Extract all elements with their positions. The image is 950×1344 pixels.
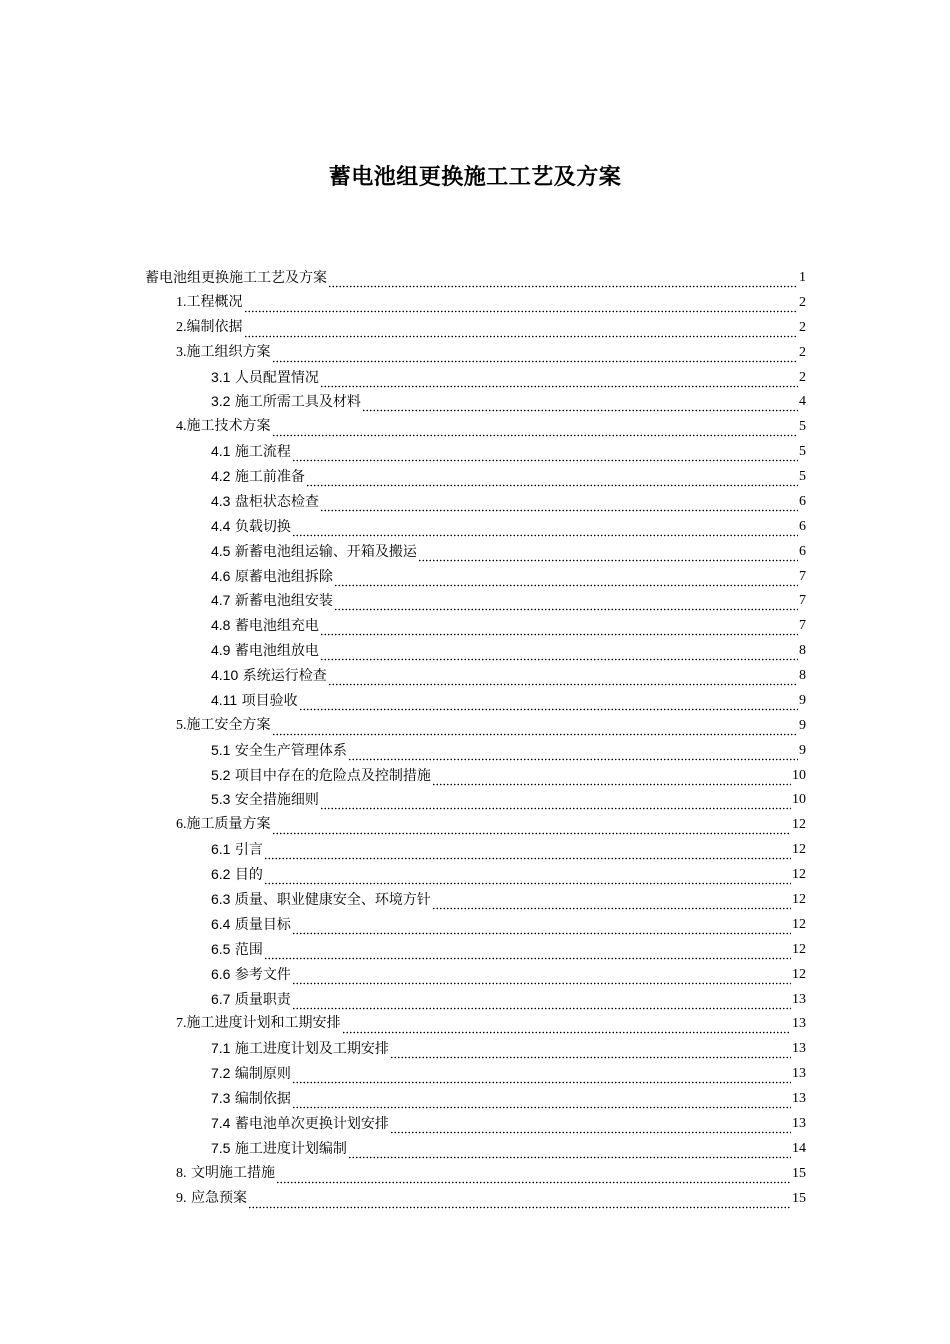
toc-dot-leader	[320, 496, 798, 512]
toc-page-number: 7	[799, 593, 806, 608]
toc-dot-leader	[248, 1193, 791, 1209]
toc-entry-text: 人员配置情况	[230, 370, 319, 386]
toc-entry-label	[211, 1088, 291, 1109]
toc-entry-number: 6.6	[211, 966, 231, 982]
toc-entry-label	[211, 516, 291, 537]
toc-entry-label	[145, 268, 327, 288]
toc-page-number: 4	[799, 394, 806, 409]
toc-entry-label	[211, 615, 319, 636]
toc-entry-label	[176, 1163, 275, 1184]
toc-entry-text: 原蓄电池组拆除	[230, 569, 333, 585]
toc-page-number: 8	[799, 643, 806, 658]
toc-page-number: 15	[792, 1191, 806, 1206]
toc-entry-label	[211, 864, 263, 885]
toc-entry-label	[176, 292, 243, 313]
toc-page-number: 10	[792, 792, 806, 807]
toc-entry-number: 9.	[176, 1191, 187, 1206]
toc-entry-text: 安全措施细则	[230, 792, 319, 808]
toc-entry-label	[211, 541, 417, 562]
toc-dot-leader	[264, 944, 791, 960]
toc-page-number: 12	[792, 892, 806, 907]
toc-entry[interactable]	[176, 811, 806, 835]
toc-entry-label	[211, 1138, 347, 1159]
toc-entry-number: 7.3	[211, 1090, 231, 1106]
toc-entry-text: 质量目标	[230, 917, 291, 933]
toc-entry-number: 3.1	[211, 369, 231, 385]
toc-entry-text: 目的	[230, 867, 263, 883]
toc-entry-text: 编制依据	[186, 319, 243, 335]
toc-dot-leader	[334, 595, 798, 611]
toc-entry[interactable]	[145, 264, 806, 288]
toc-entry-number: 7.5	[211, 1140, 231, 1156]
toc-entry-text: 施工技术方案	[186, 418, 271, 434]
toc-page-number: 12	[792, 917, 806, 932]
toc-page-number: 6	[799, 519, 806, 534]
toc-entry-number: 4.9	[211, 642, 231, 658]
toc-entry[interactable]	[176, 1185, 806, 1209]
toc-entry-label	[176, 1188, 247, 1209]
toc-entry[interactable]	[211, 986, 806, 1010]
toc-entry-text: 新蓄电池组运输、开箱及搬运	[230, 544, 417, 560]
toc-entry-text: 施工流程	[230, 444, 291, 460]
toc-entry[interactable]	[211, 961, 806, 985]
toc-dot-leader	[292, 969, 791, 985]
toc-entry-number: 4.10	[211, 667, 239, 683]
toc-page-number: 6	[799, 494, 806, 509]
toc-dot-leader	[390, 1118, 791, 1134]
toc-entry-number: 6.5	[211, 941, 231, 957]
toc-entry-text: 蓄电池组放电	[230, 643, 319, 659]
toc-dot-leader	[328, 272, 798, 288]
toc-entry-number: 6.1	[211, 841, 231, 857]
toc-entry[interactable]	[176, 339, 806, 363]
toc-entry[interactable]	[211, 836, 806, 860]
toc-entry[interactable]	[176, 1160, 806, 1184]
toc-entry[interactable]	[211, 786, 806, 810]
toc-entry-number: 4.7	[211, 592, 231, 608]
toc-page-number: 14	[792, 1141, 806, 1156]
toc-page-number: 12	[792, 867, 806, 882]
toc-entry-text: 施工前准备	[230, 469, 305, 485]
toc-entry[interactable]	[211, 364, 806, 388]
toc-entry-label	[211, 765, 431, 786]
toc-entry-label	[211, 789, 319, 810]
toc-dot-leader	[272, 720, 799, 736]
toc-entry-label	[211, 914, 291, 935]
toc-dot-leader	[292, 521, 798, 537]
toc-page-number: 2	[799, 320, 806, 335]
toc-entry[interactable]	[211, 762, 806, 786]
toc-entry[interactable]	[211, 737, 806, 761]
toc-dot-leader	[244, 322, 799, 338]
toc-dot-leader	[432, 770, 791, 786]
toc-entry-number: 6.2	[211, 866, 231, 882]
toc-entry-text: 蓄电池组更换施工工艺及方案	[145, 270, 327, 286]
toc-entry-number: 4.11	[211, 692, 238, 708]
toc-entry[interactable]	[211, 861, 806, 885]
toc-entry-number: 3.2	[211, 393, 231, 409]
toc-entry-number: 5.1	[211, 742, 231, 758]
toc-entry-text: 质量、职业健康安全、环境方针	[230, 892, 431, 908]
toc-page-number: 2	[799, 370, 806, 385]
toc-entry[interactable]	[211, 563, 806, 587]
toc-dot-leader	[272, 421, 799, 437]
toc-dot-leader	[292, 446, 798, 462]
toc-entry[interactable]	[176, 413, 806, 437]
toc-dot-leader	[320, 645, 798, 661]
toc-entry[interactable]	[176, 1010, 806, 1034]
toc-entry-label	[211, 889, 431, 910]
toc-dot-leader	[299, 695, 798, 711]
toc-entry-text: 新蓄电池组安装	[230, 593, 333, 609]
toc-dot-leader	[320, 620, 798, 636]
toc-entry-label	[211, 391, 361, 412]
toc-entry[interactable]	[211, 1085, 806, 1109]
toc-entry-label	[211, 566, 333, 587]
toc-page-number: 12	[792, 967, 806, 982]
toc-entry-label	[211, 1038, 389, 1059]
toc-dot-leader	[320, 372, 798, 388]
toc-entry[interactable]	[211, 1060, 806, 1084]
toc-page-number: 7	[799, 618, 806, 633]
toc-entry-text: 范围	[230, 942, 263, 958]
toc-entry-number: 4.2	[211, 468, 231, 484]
toc-dot-leader	[264, 844, 791, 860]
toc-page-number: 13	[792, 992, 806, 1007]
toc-entry[interactable]	[211, 687, 806, 711]
toc-entry-text: 项目中存在的危险点及控制措施	[230, 768, 431, 784]
toc-entry-label	[211, 1063, 291, 1084]
toc-entry-text: 引言	[230, 842, 263, 858]
toc-entry[interactable]	[211, 662, 806, 686]
toc-entry-label	[211, 839, 263, 860]
toc-entry-text: 编制依据	[230, 1091, 291, 1107]
toc-dot-leader	[390, 1043, 791, 1059]
toc-entry-label	[211, 665, 327, 686]
toc-entry[interactable]	[211, 388, 806, 412]
toc-entry-text: 施工所需工具及材料	[230, 394, 361, 410]
toc-dot-leader	[362, 396, 798, 412]
toc-entry-text: 施工进度计划编制	[230, 1141, 347, 1157]
toc-entry-label	[211, 964, 291, 985]
toc-entry[interactable]	[211, 612, 806, 636]
toc-entry-number: 6.4	[211, 916, 231, 932]
toc-entry-number: 4.	[176, 419, 187, 434]
toc-page-number: 5	[799, 469, 806, 484]
toc-entry-label	[211, 690, 298, 711]
toc-page-number: 5	[799, 444, 806, 459]
toc-page-number: 5	[799, 419, 806, 434]
toc-entry-text: 安全生产管理体系	[230, 743, 347, 759]
toc-dot-leader	[418, 546, 798, 562]
toc-dot-leader	[348, 1143, 791, 1159]
toc-page-number: 13	[792, 1066, 806, 1081]
toc-page-number: 8	[799, 668, 806, 683]
toc-dot-leader	[292, 919, 791, 935]
toc-page-number: 13	[792, 1116, 806, 1131]
toc-entry-text: 蓄电池组充电	[230, 618, 319, 634]
toc-dot-leader	[272, 819, 792, 835]
toc-entry[interactable]	[176, 289, 806, 313]
toc-entry-text: 编制原则	[230, 1066, 291, 1082]
toc-page-number: 13	[792, 1091, 806, 1106]
toc-page-number: 2	[799, 345, 806, 360]
toc-entry-label	[211, 640, 319, 661]
toc-page-number: 1	[799, 270, 806, 285]
toc-entry-number: 7.4	[211, 1115, 231, 1131]
toc-entry-label	[211, 590, 333, 611]
toc-entry-label	[211, 939, 263, 960]
toc-page-number: 9	[799, 693, 806, 708]
toc-entry-label	[211, 466, 305, 487]
toc-entry-text: 质量职责	[230, 992, 291, 1008]
toc-dot-leader	[272, 347, 799, 363]
toc-entry[interactable]	[211, 1135, 806, 1159]
toc-entry-text: 施工进度计划和工期安排	[186, 1015, 341, 1031]
toc-entry[interactable]	[211, 886, 806, 910]
toc-entry[interactable]	[176, 314, 806, 338]
toc-page-number: 10	[792, 768, 806, 783]
toc-entry-text: 施工质量方案	[186, 816, 271, 832]
toc-entry-text: 施工进度计划及工期安排	[230, 1041, 389, 1057]
toc-page-number: 12	[792, 842, 806, 857]
toc-page-number: 2	[799, 295, 806, 310]
toc-dot-leader	[334, 571, 798, 587]
toc-entry-label	[176, 416, 271, 437]
toc-page-number: 6	[799, 544, 806, 559]
toc-page-number: 12	[792, 817, 806, 832]
toc-entry-label	[211, 441, 291, 462]
toc-entry[interactable]	[211, 438, 806, 462]
toc-entry[interactable]	[211, 488, 806, 512]
toc-entry[interactable]	[211, 1035, 806, 1059]
toc-entry-text: 应急预案	[186, 1190, 247, 1206]
toc-entry-text: 蓄电池单次更换计划安排	[230, 1116, 389, 1132]
toc-entry-number: 5.2	[211, 767, 231, 783]
toc-page-number: 9	[799, 718, 806, 733]
toc-entry[interactable]	[211, 513, 806, 537]
toc-dot-leader	[244, 297, 799, 313]
toc-entry-number: 8.	[176, 1166, 187, 1181]
toc-entry-number: 4.6	[211, 568, 231, 584]
toc-entry-label	[176, 715, 271, 736]
toc-entry-number: 7.	[176, 1016, 187, 1031]
toc-page-number: 7	[799, 569, 806, 584]
toc-dot-leader	[348, 745, 798, 761]
toc-entry-number: 5.3	[211, 791, 231, 807]
document-title: 蓄电池组更换施工工艺及方案	[328, 165, 622, 190]
toc-entry-number: 4.8	[211, 617, 231, 633]
toc-entry-label	[176, 1013, 341, 1034]
toc-dot-leader	[342, 1018, 792, 1034]
toc-entry[interactable]	[211, 1110, 806, 1134]
toc-entry[interactable]	[176, 712, 806, 736]
toc-entry-text: 盘柜状态检查	[230, 494, 319, 510]
toc-entry-label	[176, 814, 271, 835]
toc-entry-text: 施工安全方案	[186, 717, 271, 733]
toc-dot-leader	[276, 1168, 791, 1184]
toc-entry-number: 6.7	[211, 991, 231, 1007]
toc-entry-text: 文明施工措施	[186, 1165, 275, 1181]
toc-dot-leader	[306, 471, 798, 487]
toc-dot-leader	[292, 994, 791, 1010]
toc-entry[interactable]	[211, 538, 806, 562]
toc-entry-number: 4.1	[211, 443, 231, 459]
toc-entry-number: 4.3	[211, 493, 231, 509]
toc-page-number: 12	[792, 942, 806, 957]
toc-page-number: 13	[792, 1041, 806, 1056]
toc-dot-leader	[432, 894, 791, 910]
toc-entry[interactable]	[211, 587, 806, 611]
toc-entry-text: 工程概况	[186, 294, 243, 310]
toc-entry-label	[211, 367, 319, 388]
toc-entry-number: 4.4	[211, 518, 231, 534]
toc-entry-text: 施工组织方案	[186, 344, 271, 360]
toc-entry-label	[211, 740, 347, 761]
toc-dot-leader	[328, 670, 798, 686]
toc-page-number: 15	[792, 1166, 806, 1181]
toc-entry[interactable]	[211, 911, 806, 935]
toc-entry-label	[176, 342, 271, 363]
toc-entry-number: 1.	[176, 295, 187, 310]
toc-entry[interactable]	[211, 637, 806, 661]
toc-entry-number: 3.	[176, 345, 187, 360]
toc-dot-leader	[292, 1093, 791, 1109]
toc-entry-label	[176, 317, 243, 338]
toc-entry-text: 系统运行检查	[238, 668, 327, 684]
toc-entry-number: 5.	[176, 718, 187, 733]
toc-entry-number: 7.2	[211, 1065, 231, 1081]
toc-entry[interactable]	[211, 463, 806, 487]
toc-page-number: 13	[792, 1016, 806, 1031]
toc-entry-label	[211, 1113, 389, 1134]
toc-entry-label	[211, 989, 291, 1010]
toc-entry-text: 项目验收	[237, 693, 298, 709]
toc-entry[interactable]	[211, 936, 806, 960]
toc-entry-text: 负载切换	[230, 519, 291, 535]
toc-entry-number: 2.	[176, 320, 187, 335]
toc-entry-number: 7.1	[211, 1040, 231, 1056]
toc-dot-leader	[320, 794, 791, 810]
toc-entry-number: 6.	[176, 817, 187, 832]
toc-entry-label	[211, 491, 319, 512]
toc-dot-leader	[292, 1068, 791, 1084]
toc-entry-number: 6.3	[211, 891, 231, 907]
toc-page-number: 9	[799, 743, 806, 758]
toc-entry-text: 参考文件	[230, 967, 291, 983]
toc-dot-leader	[264, 869, 791, 885]
toc-entry-number: 4.5	[211, 543, 231, 559]
